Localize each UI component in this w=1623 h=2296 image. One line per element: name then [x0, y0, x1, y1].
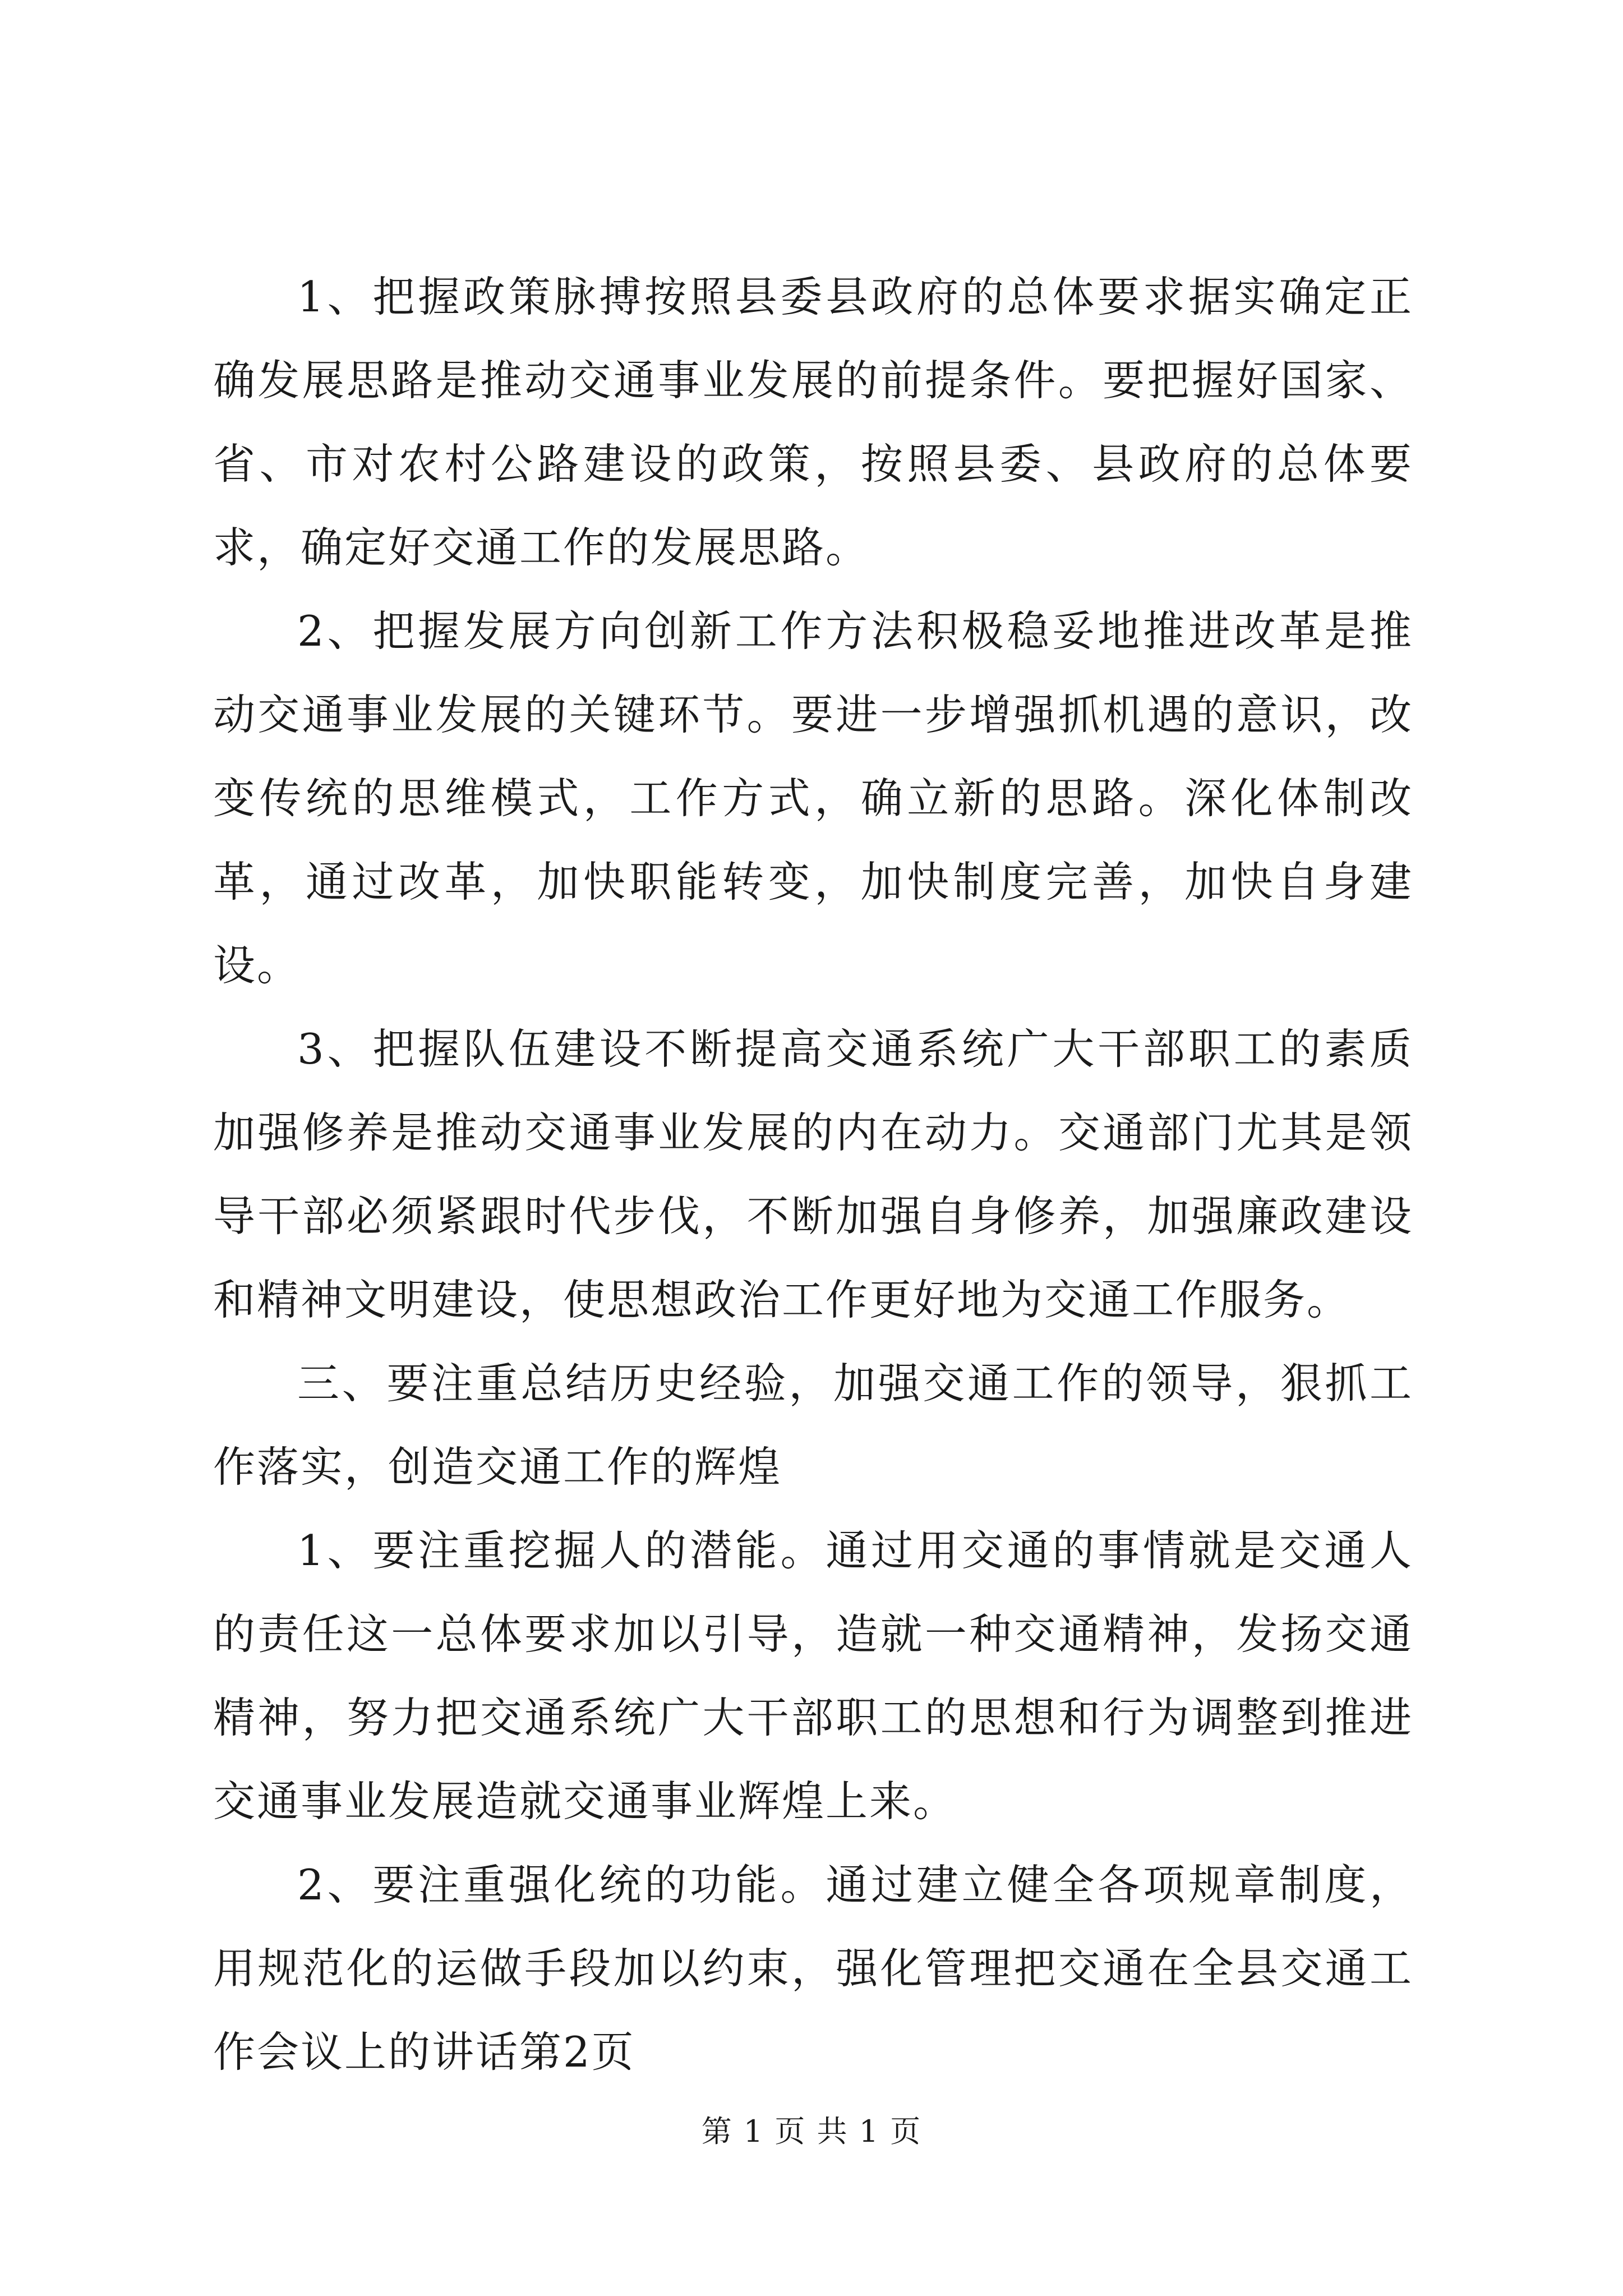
- page-footer: 第 1 页 共 1 页: [701, 2114, 922, 2149]
- document-body: [213, 255, 1413, 2094]
- section-heading-three: 三、要注重总结历史经验，加强交通工作的领导，狠抓工作落实，创造交通工作的辉煌: [213, 1359, 1413, 1492]
- paragraph-team: 3、把握队伍建设不断提高交通系统广大干部职工的素质加强修养是推动交通事业发展的内在动力。交通部门尤其是领导干部必须紧跟时代步伐，不断加强自身修养，加强廉政建设和精神文明建设，使思想政治工作更好地为交通工作服务。: [213, 1024, 1413, 1324]
- paragraph-direction: 2、把握发展方向创新工作方法积极稳妥地推进改革是推动交通事业发展的关键环节。要进一步增强抓机遇的意识，改变传统的思维模式，工作方式，确立新的思路。深化体制改革，通过改革，加快职能转变，加快制度完善，加快自身建设。: [213, 606, 1413, 990]
- paragraph-system: 2、要注重强化统的功能。通过建立健全各项规章制度，用规范化的运做手段加以约束，强化管理把交通在全县交通工作会议上的讲话第2页: [213, 1860, 1413, 2077]
- paragraph-policy: 1、把握政策脉搏按照县委县政府的总体要求据实确定正确发展思路是推动交通事业发展的前提条件。要把握好国家、省、市对农村公路建设的政策，按照县委、县政府的总体要求，确定好交通工作的发展思路。: [213, 272, 1413, 572]
- paragraph-potential: 1、要注重挖掘人的潜能。通过用交通的事情就是交通人的责任这一总体要求加以引导，造就一种交通精神，发扬交通精神，努力把交通系统广大干部职工的思想和行为调整到推进交通事业发展造就交通事业辉煌上来。: [213, 1526, 1413, 1826]
